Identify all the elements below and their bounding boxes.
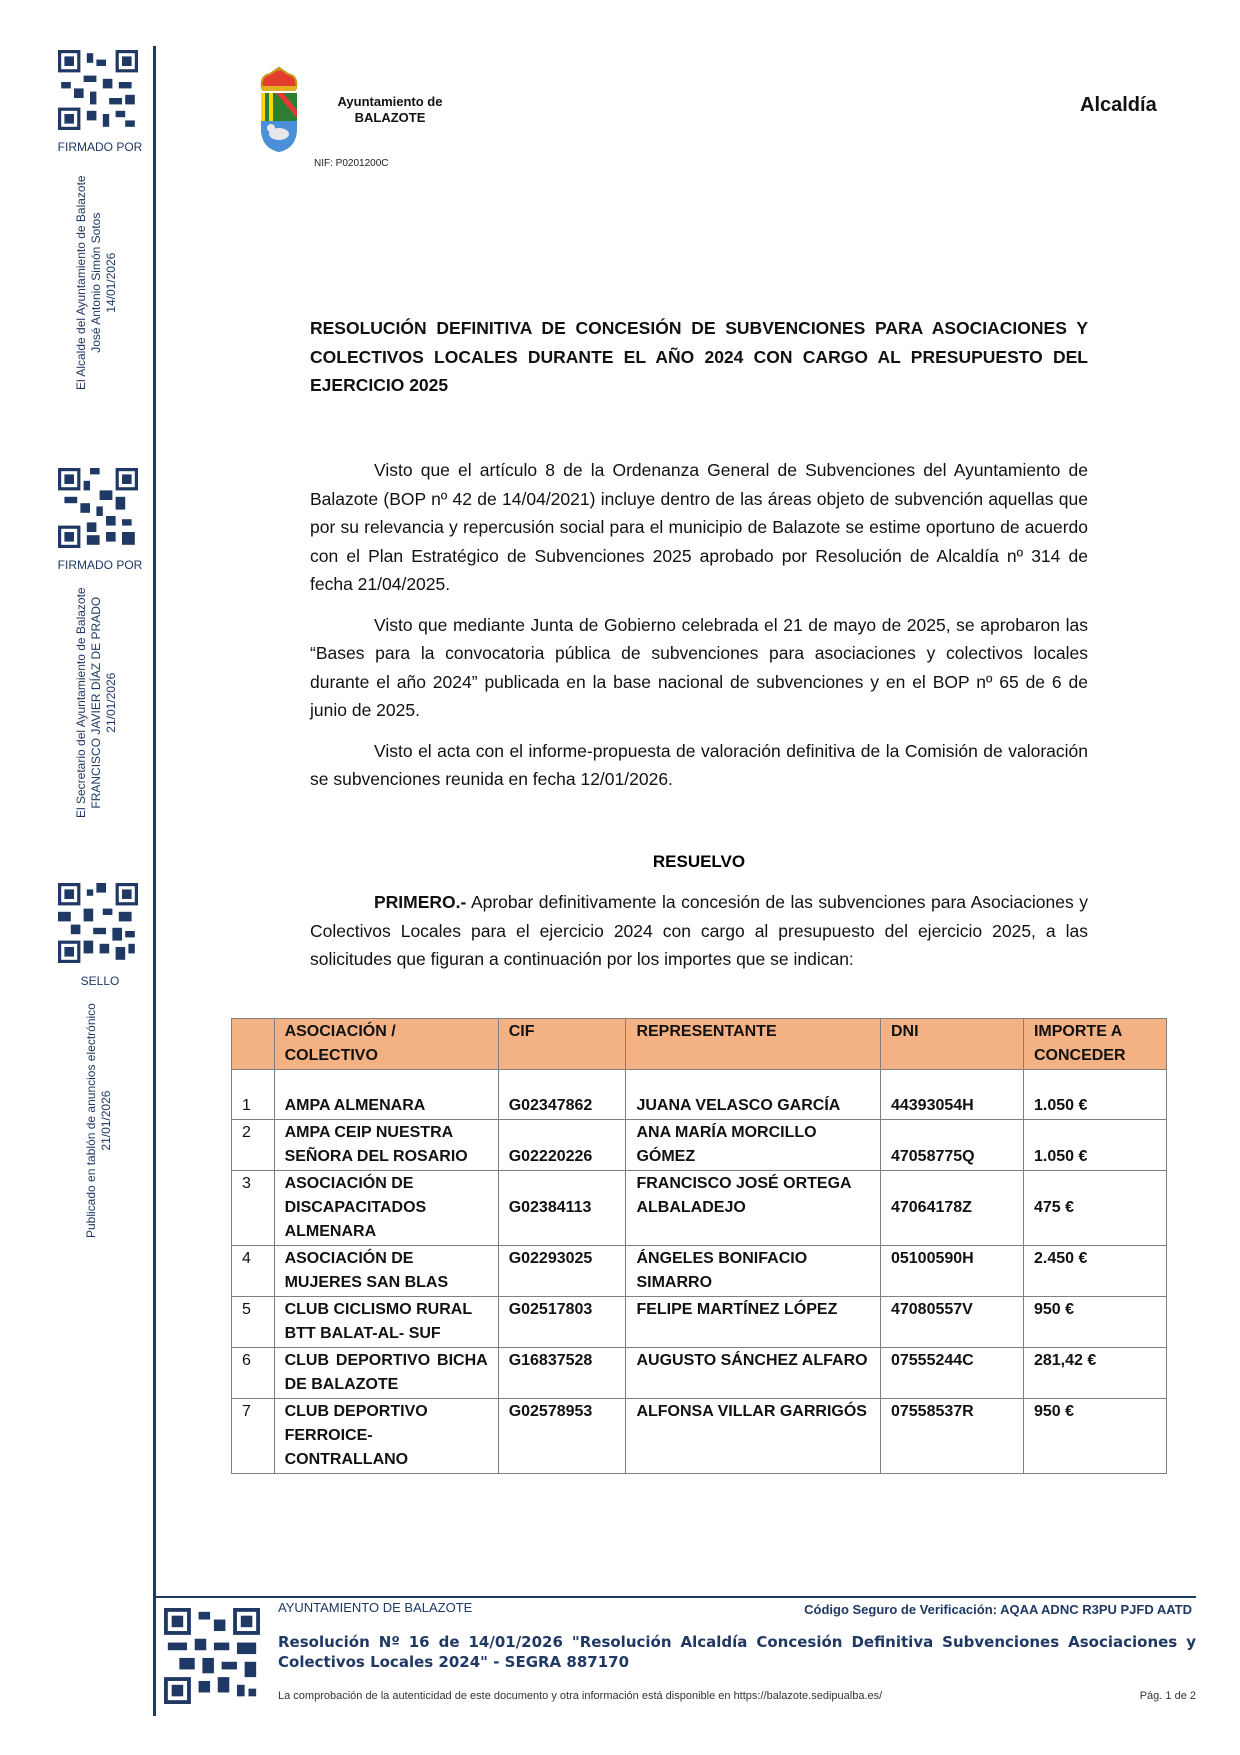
margin-divider — [153, 46, 156, 1716]
primero-text: Aprobar definitivamente la concesión de las subvenciones para Asociaciones y Colectivos Locales para el ejercicio 2024 con cargo al presupuesto del ejercicio 2025, a las solicitudes que figuran a continuación por los importes que se indican: — [310, 892, 1088, 969]
header-dni: DNI — [880, 1019, 1023, 1070]
table-row: 2 AMPA CEIP NUESTRA SEÑORA DEL ROSARIO G02220226 ANA MARÍA MORCILLO GÓMEZ 47058775Q 1.050 € — [232, 1120, 1167, 1171]
document-body — [310, 456, 1088, 806]
organization-name: Ayuntamiento de BALAZOTE — [337, 94, 443, 125]
qr-code-icon — [58, 50, 138, 130]
footer-organization: AYUNTAMIENTO DE BALAZOTE — [278, 1600, 473, 1615]
qr-code-icon — [58, 468, 138, 548]
grants-table — [231, 1018, 1167, 1474]
coat-of-arms-icon — [256, 66, 302, 154]
department-name: Alcaldía — [1080, 94, 1157, 116]
verification-code: Código Seguro de Verificación: AQAA ADNC R3PU PJFD AATD — [804, 1602, 1192, 1617]
signature-label: FIRMADO POR — [57, 558, 143, 572]
header-asociacion: ASOCIACIÓN / COLECTIVO — [274, 1019, 498, 1070]
signature-block-secretary: El Secretario del Ayuntamiento de Balazote FRANCISCO JAVIER DÍAZ DE PRADO 21/01/2026 — [74, 587, 118, 818]
table-header-row — [232, 1019, 1167, 1070]
authenticity-note: La comprobación de la autenticidad de este documento y otra información está disponible en https://balazote.sedipualba.es/ — [278, 1690, 883, 1702]
table-row: 7 CLUB DEPORTIVO FERROICE-CONTRALLANO G02578953 ALFONSA VILLAR GARRIGÓS 07558537R 950 € — [232, 1399, 1167, 1474]
table-row: 5 CLUB CICLISMO RURAL BTT BALAT-AL- SUF G02517803 FELIPE MARTÍNEZ LÓPEZ 47080557V 950 € — [232, 1297, 1167, 1348]
seal-label: SELLO — [80, 974, 120, 988]
header-number — [232, 1019, 275, 1070]
signature-block-mayor: El Alcalde del Ayuntamiento de Balazote José Antonio Simón Sotos 14/01/2026 — [74, 175, 118, 390]
table-row: 3 ASOCIACIÓN DE DISCAPACITADOS ALMENARA G02384113 FRANCISCO JOSÉ ORTEGA ALBALADEJO 47064178Z 475 € — [232, 1171, 1167, 1246]
qr-code-icon — [164, 1608, 260, 1704]
header-importe: IMPORTE A CONCEDER — [1023, 1019, 1166, 1070]
table-row: 1 AMPA ALMENARA G02347862 JUANA VELASCO GARCÍA 44393054H 1.050 € — [232, 1070, 1167, 1120]
table-row: 4 ASOCIACIÓN DE MUJERES SAN BLAS G02293025 ÁNGELES BONIFACIO SIMARRO 05100590H 2.450 € — [232, 1246, 1167, 1297]
resuelvo-heading: RESUELVO — [652, 852, 746, 871]
table-row: 6 CLUB DEPORTIVO BICHA DE BALAZOTE G16837528 AUGUSTO SÁNCHEZ ALFARO 07555244C 281,42 € — [232, 1348, 1167, 1399]
footer-document-title: Resolución Nº 16 de 14/01/2026 "Resolución Alcaldía Concesión Definitiva Subvenciones Asociaciones y Colectivos Locales 2024" - SEGRA 887170 — [278, 1633, 1196, 1671]
signature-block-seal: Publicado en tablón de anuncios electrónico 21/01/2026 — [84, 1003, 113, 1238]
paragraph: Visto el acta con el informe-propuesta de valoración definitiva de la Comisión de valoración se subvenciones reunida en fecha 12/01/2026. — [310, 740, 1088, 789]
qr-code-icon — [58, 883, 138, 963]
document-title: RESOLUCIÓN DEFINITIVA DE CONCESIÓN DE SUBVENCIONES PARA ASOCIACIONES Y COLECTIVOS LOCALES DURANTE EL AÑO 2024 CON CARGO AL PRESUPUESTO DEL EJERCICIO 2025 — [310, 318, 1088, 395]
paragraph: Visto que el artículo 8 de la Ordenanza General de Subvenciones del Ayuntamiento de Balazote (BOP nº 42 de 14/04/2021) incluye dentro de las áreas objeto de subvención aquellas que por su relevancia y repercusión social para el municipio de Balazote se estime oportuno de acuerdo con el Plan Estratégico de Subvenciones 2025 aprobado por Resolución de Alcaldía nº 314 de fecha 21/04/2025. — [310, 460, 1088, 594]
header-representante: REPRESENTANTE — [626, 1019, 881, 1070]
footer-divider — [156, 1596, 1196, 1598]
paragraph: Visto que mediante Junta de Gobierno celebrada el 21 de mayo de 2025, se aprobaron las “Bases para la convocatoria pública de subvenciones para asociaciones y colectivos locales durante el año 2024” publicada en la base nacional de subvenciones y en el BOP nº 65 de 6 de junio de 2025. — [310, 614, 1088, 720]
signature-label: FIRMADO POR — [57, 140, 143, 154]
primero-label: PRIMERO.- — [374, 892, 467, 912]
header-cif: CIF — [498, 1019, 626, 1070]
nif: NIF: P0201200C — [314, 158, 389, 169]
page-number: Pág. 1 de 2 — [1139, 1690, 1196, 1702]
primero-clause — [310, 888, 1088, 974]
